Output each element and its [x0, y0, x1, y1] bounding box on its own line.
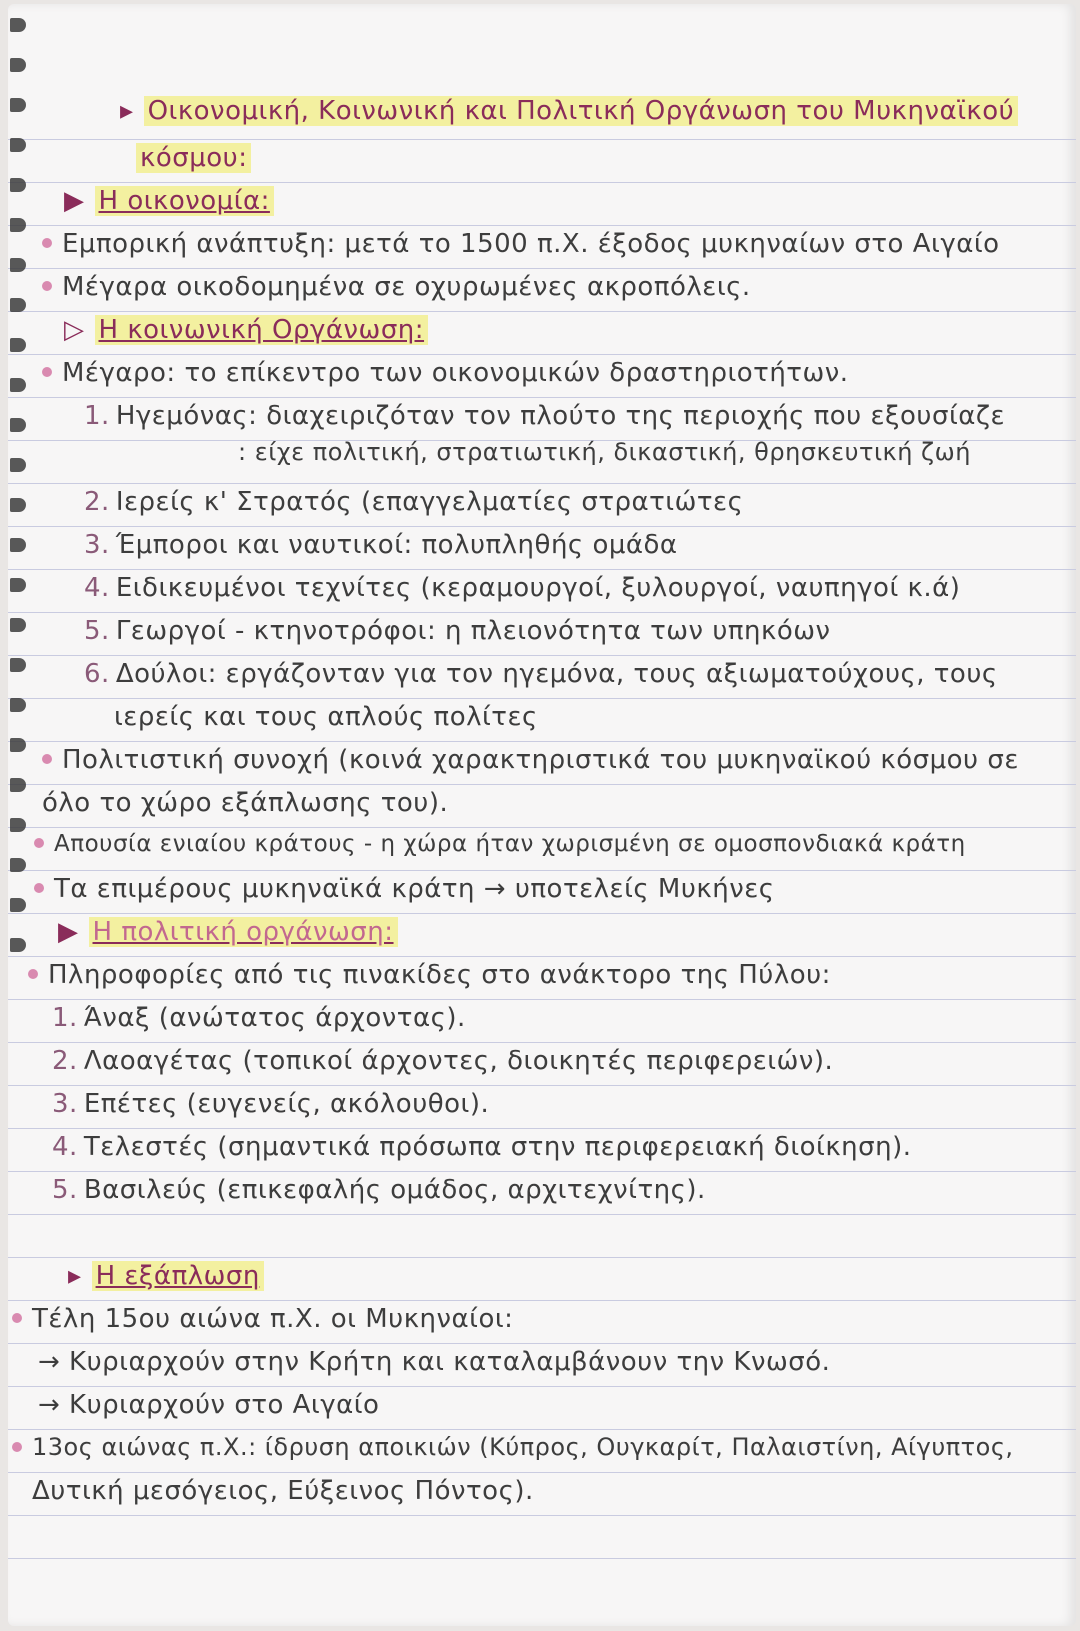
bullet-icon: [28, 969, 38, 979]
heading-line1: Οικονομική, Κοινωνική και Πολιτική Οργάνωση του Μυκηναϊκού: [144, 96, 1019, 126]
triangle-bullet-icon: ▸: [120, 96, 134, 126]
notebook-page: [8, 4, 1076, 1626]
list-item: Μέγαρα οικοδομημένα σε οχυρωμένες ακροπόλεις.: [42, 272, 751, 302]
section-title-social: ▷ Η κοινωνική Οργάνωση:: [64, 315, 428, 345]
list-item: Απουσία ενιαίου κράτους - η χώρα ήταν χωρισμένη σε ομοσπονδιακά κράτη: [34, 831, 966, 857]
numbered-item-cont: ιερείς και τους απλούς πολίτες: [114, 702, 538, 732]
list-item: Τέλη 15ου αιώνα π.Χ. οι Μυκηναίοι:: [12, 1304, 513, 1334]
page-heading: [120, 96, 1018, 126]
heading-line2: κόσμου:: [136, 143, 251, 173]
numbered-item: 4. Ειδικευμένοι τεχνίτες (κεραμουργοί, ξυλουργοί, ναυπηγοί κ.ά): [84, 573, 961, 603]
triangle-bullet-icon: ▶: [58, 917, 79, 947]
list-item-cont: όλο το χώρο εξάπλωσης του).: [42, 788, 449, 818]
list-item-cont: Δυτική μεσόγειος, Εύξεινος Πόντος).: [32, 1476, 534, 1506]
bullet-icon: [42, 238, 52, 248]
bullet-icon: [34, 838, 44, 848]
numbered-item: 4. Τελεστές (σημαντικά πρόσωπα στην περιφερειακή διοίκηση).: [52, 1132, 912, 1162]
triangle-bullet-icon: ▶: [64, 186, 85, 216]
bullet-icon: [34, 883, 44, 893]
list-item: Τα επιμέρους μυκηναϊκά κράτη → υποτελείς Μυκήνες: [34, 874, 775, 904]
list-item: Πληροφορίες από τις πινακίδες στο ανάκτορο της Πύλου:: [28, 960, 831, 990]
numbered-item: 1. Ηγεμόνας: διαχειριζόταν τον πλούτο της περιοχής που εξουσίαζε: [84, 401, 1006, 431]
arrow-item: → Κυριαρχούν στο Αιγαίο: [38, 1390, 380, 1420]
numbered-item: 1. Άναξ (ανώτατος άρχοντας).: [52, 1003, 466, 1033]
section-title-political: ▶ Η πολιτική οργάνωση:: [58, 917, 398, 947]
section-title-economy: ▶ Η οικονομία:: [64, 186, 274, 216]
numbered-item: 2. Ιερείς κ' Στρατός (επαγγελματίες στρατιώτες: [84, 487, 744, 517]
triangle-bullet-icon: ▷: [64, 315, 85, 345]
arrow-item: → Κυριαρχούν στην Κρήτη και καταλαμβάνουν την Κνωσό.: [38, 1347, 831, 1377]
list-item: Εμπορική ανάπτυξη: μετά το 1500 π.Χ. έξοδος μυκηναίων στο Αιγαίο: [42, 229, 1000, 259]
numbered-item: 3. Επέτες (ευγενείς, ακόλουθοι).: [52, 1089, 490, 1119]
bullet-icon: [12, 1442, 22, 1452]
numbered-item: 5. Βασιλεύς (επικεφαλής ομάδος, αρχιτεχνίτης).: [52, 1175, 706, 1205]
spiral-binding: [8, 4, 30, 1626]
triangle-bullet-icon: ▸: [68, 1261, 82, 1291]
numbered-item-cont: : είχε πολιτική, στρατιωτική, δικαστική, θρησκευτική ζωή: [238, 438, 971, 466]
page-heading-cont: [136, 143, 251, 173]
numbered-item: 3. Έμποροι και ναυτικοί: πολυπληθής ομάδα: [84, 530, 678, 560]
numbered-item: 5. Γεωργοί - κτηνοτρόφοι: η πλειονότητα των υπηκόων: [84, 616, 831, 646]
bullet-icon: [42, 281, 52, 291]
numbered-item: 6. Δούλοι: εργάζονταν για τον ηγεμόνα, τους αξιωματούχους, τους: [84, 659, 998, 689]
bullet-icon: [42, 754, 52, 764]
list-item: 13ος αιώνας π.Χ.: ίδρυση αποικιών (Κύπρος, Ουγκαρίτ, Παλαιστίνη, Αίγυπτος,: [12, 1433, 1014, 1461]
bullet-icon: [42, 367, 52, 377]
bullet-icon: [12, 1313, 22, 1323]
numbered-item: 2. Λαοαγέτας (τοπικοί άρχοντες, διοικητές περιφερειών).: [52, 1046, 834, 1076]
list-item: Μέγαρο: το επίκεντρο των οικονομικών δραστηριοτήτων.: [42, 358, 849, 388]
section-title-expansion: ▸ Η εξάπλωση: [68, 1261, 264, 1291]
list-item: Πολιτιστική συνοχή (κοινά χαρακτηριστικά του μυκηναϊκού κόσμου σε: [42, 745, 1019, 775]
